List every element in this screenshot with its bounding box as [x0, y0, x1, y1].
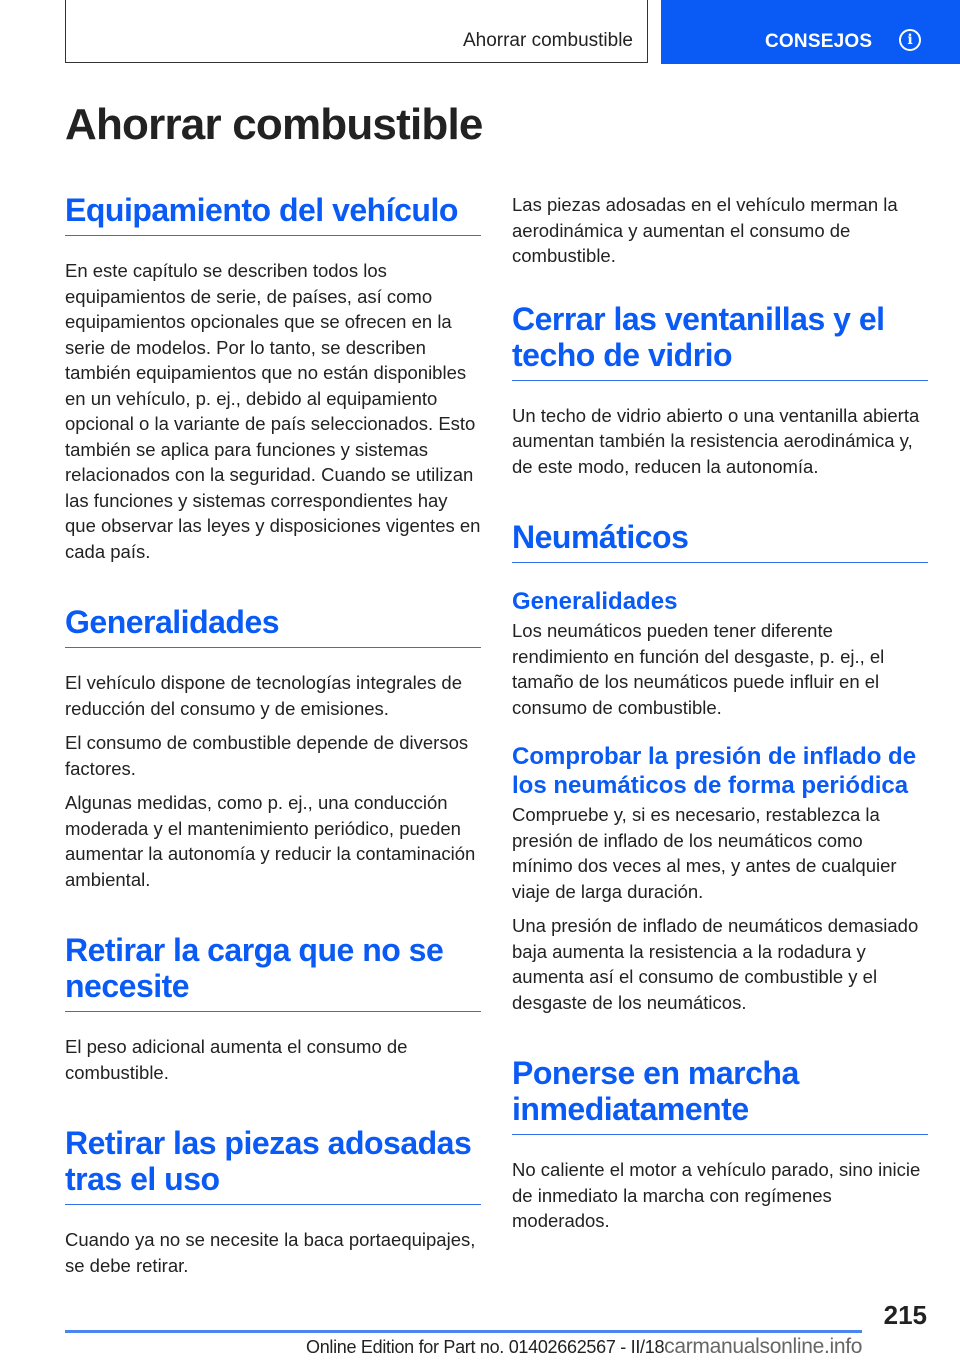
- header-tab-consejos[interactable]: [661, 0, 960, 64]
- section-heading: Retirar las piezas adosadas tras el uso: [65, 1125, 481, 1205]
- paragraph: En este capítulo se describen todos los equipamientos de serie, de países, así como equipamientos opcionales que se ofrecen en la serie de modelos. Por lo tanto, se describen también equipamientos que no están disponibles en un vehículo, p. ej., debido al equipamiento opcional o la variante de país seleccionados. Esto también se aplica para funciones y sistemas relacionados con la seguridad. Cuando se utilizan las funciones y sistemas correspondientes hay que observar las leyes y disposiciones vigentes en cada país.: [65, 260, 481, 562]
- paragraph: Un techo de vidrio abierto o una ventanilla abierta aumentan también la resistencia aerodinámica y, de este modo, reducen la autonomía.: [512, 404, 920, 477]
- section-heading: Retirar la carga que no se necesite: [65, 932, 481, 1012]
- watermark: carmanualsonline.info: [664, 1335, 863, 1358]
- section-equipamiento: [65, 192, 481, 564]
- paragraph: Cuando ya no se necesite la baca portaequipajes, se debe retirar.: [65, 1229, 476, 1276]
- right-column: [512, 192, 928, 1234]
- section-heading: Generalidades: [65, 604, 481, 648]
- section-generalidades: [65, 604, 481, 892]
- paragraph: El vehículo dispone de tecnologías integrales de reducción del consumo y de emisiones.: [65, 672, 462, 719]
- paragraph: El consumo de combustible depende de diversos factores.: [65, 732, 469, 779]
- footer-divider: [65, 1330, 862, 1333]
- paragraph: No caliente el motor a vehículo parado, sino inicie de inmediato la marcha con regímenes moderados.: [512, 1159, 921, 1231]
- section-retirar-carga: [65, 932, 481, 1085]
- header-section-title: Ahorrar combustible: [462, 30, 633, 51]
- left-column: [65, 192, 481, 1278]
- paragraph: El peso adicional aumenta el consumo de combustible.: [65, 1036, 408, 1083]
- page-number: 215: [883, 1300, 927, 1330]
- subsection-heading: Generalidades: [512, 588, 678, 615]
- paragraph: Una presión de inflado de neumáticos demasiado baja aumenta la resistencia a la rodadura y aumenta así el consumo de combustible y el desgaste de los neumáticos.: [512, 915, 919, 1013]
- section-ponerse-en-marcha: [512, 1055, 928, 1234]
- section-heading: Neumáticos: [512, 519, 928, 563]
- section-cerrar-ventanillas: [512, 301, 928, 480]
- paragraph: Las piezas adosadas en el vehículo merman la aerodinámica y aumentan el consumo de combustible.: [512, 194, 898, 266]
- subsection-heading: Comprobar la presión de inflado de los neumáticos de forma periódica: [512, 743, 917, 799]
- section-retirar-piezas: [65, 1125, 481, 1278]
- paragraph: Algunas medidas, como p. ej., una conducción moderada y el mantenimiento periódico, pueden aumentar la autonomía y reducir la contaminación ambiental.: [65, 792, 476, 890]
- section-heading: Ponerse en marcha inmediatamente: [512, 1055, 928, 1135]
- header-section-box: [65, 0, 648, 63]
- section-heading: Cerrar las ventanillas y el techo de vidrio: [512, 301, 928, 381]
- section-neumaticos: [512, 519, 928, 1015]
- edition-text: Online Edition for Part no. 01402662567 - II/18: [306, 1337, 665, 1357]
- page-title: Ahorrar combustible: [65, 100, 483, 149]
- section-heading: Equipamiento del vehículo: [65, 192, 481, 236]
- paragraph: Compruebe y, si es necesario, restablezca la presión de inflado de los neumáticos como mínimo dos veces al mes, y antes de cualquier viaje de larga duración.: [512, 804, 897, 902]
- footer-edition: [306, 1335, 862, 1359]
- info-icon: i: [899, 29, 921, 51]
- paragraph: Los neumáticos pueden tener diferente rendimiento en función del desgaste, p. ej., el tamaño de los neumáticos puede influir en el consumo de combustible.: [512, 620, 885, 718]
- header-tab-label: CONSEJOS: [765, 31, 873, 52]
